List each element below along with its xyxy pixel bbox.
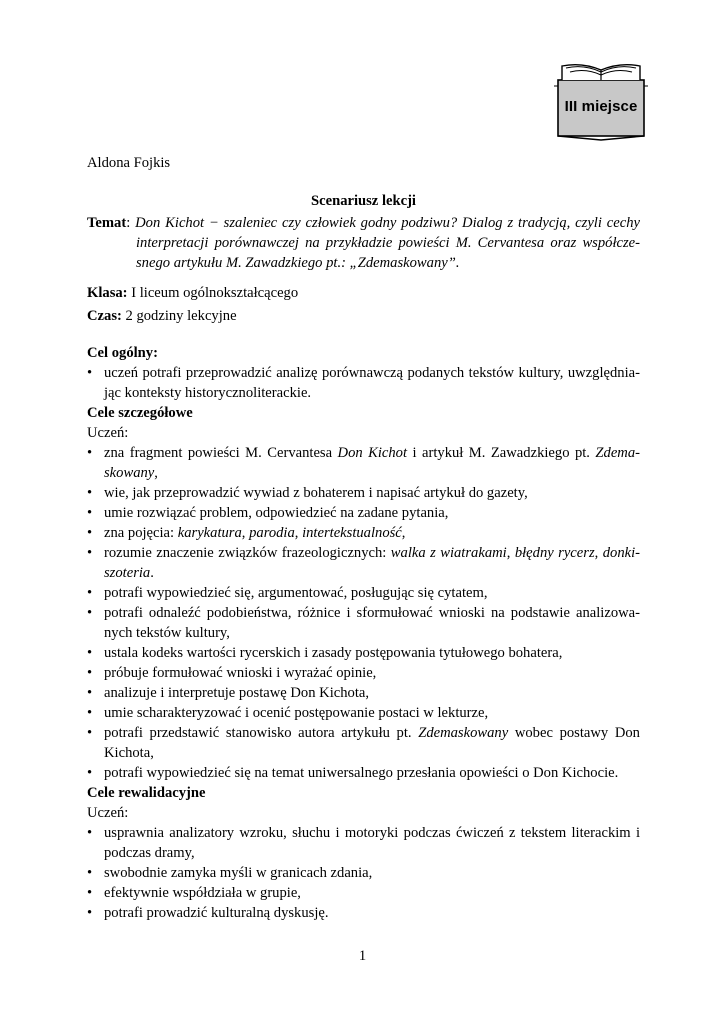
time-info <box>87 306 640 326</box>
list-item: • wie, jak przeprowadzić wywiad z bohaterem i napisać artykuł do gazety, <box>87 485 528 501</box>
bullet-icon: • <box>87 865 93 881</box>
bullet-icon: • <box>87 505 93 521</box>
bullet-icon: • <box>87 705 93 721</box>
list-item: • potrafi prowadzić kulturalną dyskusję. <box>87 905 329 921</box>
list-item: • uczeń potrafi przeprowadzić analizę porównawczą podanych tekstów kultury, uwzględnia- jąc konteksty historycznoliterackie. <box>87 365 640 401</box>
topic-line-1 <box>87 213 640 233</box>
document-title: Scenariusz lekcji <box>311 193 416 209</box>
class-value: I liceum ogólnokształcącego <box>131 285 299 301</box>
bullet-icon: • <box>87 485 93 501</box>
bullet-icon: • <box>87 525 93 541</box>
list-item: • potrafi odnaleźć podobieństwa, różnice i sformułować wnioski na podstawie analizowa- nych tekstów kultury, <box>87 605 640 641</box>
specific-goals-list <box>87 443 640 783</box>
list-item: • swobodnie zamyka myśli w granicach zdania, <box>87 865 373 881</box>
list-item: • potrafi wypowiedzieć się na temat uniwersalnego przesłania opowieści o Don Kichocie. <box>87 765 619 781</box>
award-label: III miejsce <box>564 98 638 115</box>
bullet-icon: • <box>87 725 93 741</box>
specific-goals-intro: Uczeń: <box>87 425 129 441</box>
time-value: 2 godziny lekcyjne <box>125 308 237 324</box>
bullet-icon: • <box>87 545 93 561</box>
list-item: • potrafi wypowiedzieć się, argumentować, posługując się cytatem, <box>87 585 488 601</box>
general-goal-heading: Cel ogólny: <box>87 345 158 361</box>
bullet-icon: • <box>87 825 93 841</box>
list-item: • ustala kodeks wartości rycerskich i zasady postępowania tytułowego bohatera, <box>87 645 563 661</box>
class-label: Klasa: <box>87 285 128 301</box>
list-item: • usprawnia analizatory wzroku, słuchu i motoryki podczas ćwiczeń z tekstem literackim i podczas dramy, <box>87 825 640 861</box>
general-goal-list <box>87 363 640 403</box>
time-label: Czas: <box>87 308 122 324</box>
bullet-icon: • <box>87 665 93 681</box>
rehab-goals-heading: Cele rewalidacyjne <box>87 785 206 801</box>
list-item: • potrafi przedstawić stanowisko autora artykułu pt. Zdemaskowany wobec postawy Don Kichota, <box>87 725 640 761</box>
list-item: • rozumie znaczenie związków frazeologicznych: walka z wiatrakami, błędny rycerz, donki- szoteria. <box>87 545 641 581</box>
list-item: • zna pojęcia: karykatura, parodia, intertekstualność, <box>87 525 406 541</box>
bullet-icon: • <box>87 605 93 621</box>
rehab-goals-intro: Uczeń: <box>87 805 129 821</box>
bullet-icon: • <box>87 905 93 921</box>
rehab-goals-list <box>87 823 640 923</box>
topic-line-2: interpretacji porównawczej na przykładzie powieści M. Cervantesa oraz współcze- <box>136 235 640 251</box>
bullet-icon: • <box>87 365 93 381</box>
topic-text-1: Don Kichot − szaleniec czy człowiek godny podziwu? Dialog z tradycją, czyli cechy <box>135 215 641 231</box>
topic-colon: : <box>126 215 131 231</box>
author-name: Aldona Fojkis <box>87 155 171 171</box>
bullet-icon: • <box>87 765 93 781</box>
bullet-icon: • <box>87 585 93 601</box>
specific-goals-heading: Cele szczegółowe <box>87 405 193 421</box>
bullet-icon: • <box>87 445 93 461</box>
award-badge <box>554 60 648 142</box>
bullet-icon: • <box>87 685 93 701</box>
list-item: • analizuje i interpretuje postawę Don Kichota, <box>87 685 370 701</box>
bullet-icon: • <box>87 645 93 661</box>
list-item: • umie rozwiązać problem, odpowiedzieć na zadane pytania, <box>87 505 449 521</box>
class-info <box>87 283 640 303</box>
lesson-topic <box>87 213 640 273</box>
list-item: • umie scharakteryzować i ocenić postępowanie postaci w lekturze, <box>87 705 489 721</box>
bullet-icon: • <box>87 885 93 901</box>
objectives-section <box>87 343 640 923</box>
list-item: • zna fragment powieści M. Cervantesa Don Kichot i artykuł M. Zawadzkiego pt. Zdema- skowany, <box>87 445 640 481</box>
topic-line-3: snego artykułu M. Zawadzkiego pt.: „Zdemaskowany”. <box>136 255 460 271</box>
topic-label: Temat <box>87 215 127 231</box>
list-item: • próbuje formułować wnioski i wyrażać opinie, <box>87 665 377 681</box>
page-number: 1 <box>358 948 367 964</box>
list-item: • efektywnie współdziała w grupie, <box>87 885 301 901</box>
